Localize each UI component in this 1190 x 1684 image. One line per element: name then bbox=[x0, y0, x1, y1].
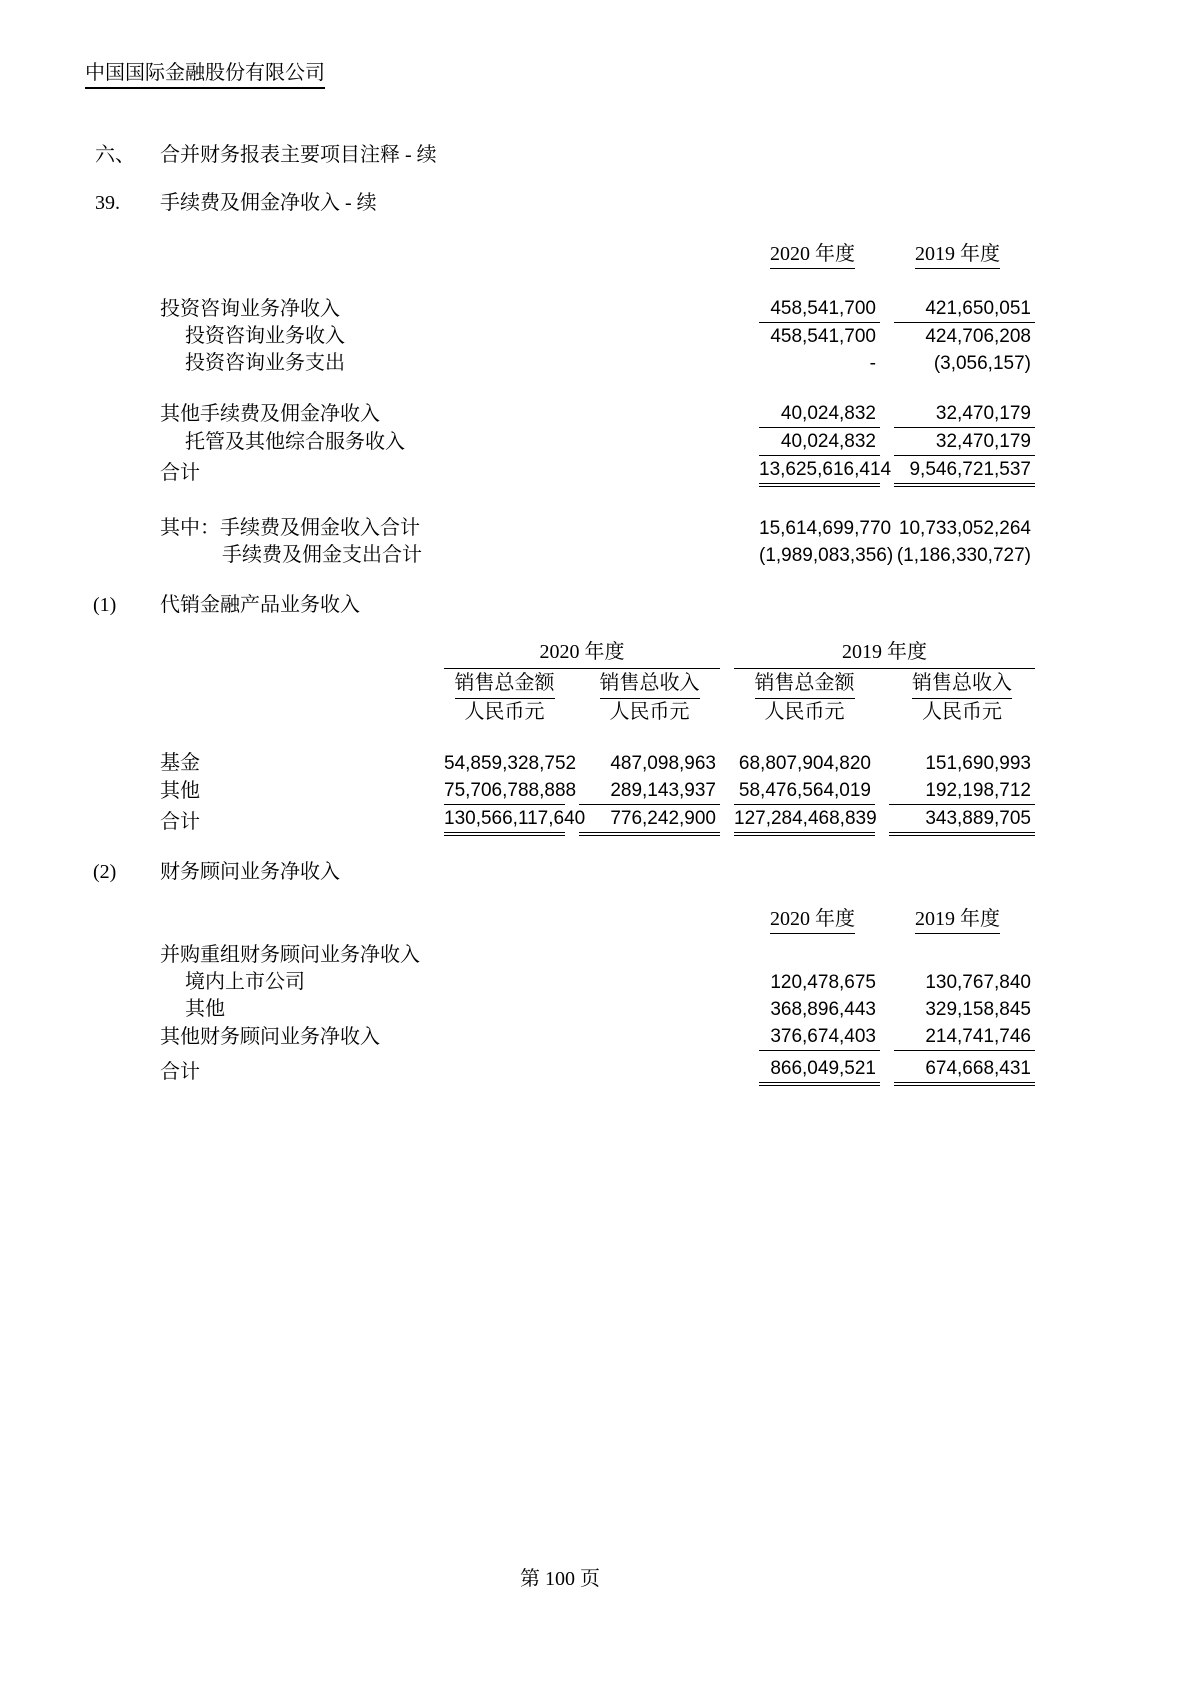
value-2020: - bbox=[869, 353, 876, 374]
row-label: 托管及其他综合服务收入 bbox=[185, 431, 405, 453]
value-2020: 40,024,832 bbox=[745, 400, 880, 428]
row-label: 其他 bbox=[160, 780, 200, 802]
value-cell: 75,706,788,888 bbox=[430, 777, 565, 805]
unit-label: 人民币元 bbox=[764, 701, 845, 723]
row-label: 并购重组财务顾问业务净收入 bbox=[160, 944, 420, 966]
value-2020: 458,541,700 bbox=[745, 295, 880, 323]
column-header-2020: 2020 年度 bbox=[745, 906, 880, 934]
total-row bbox=[160, 456, 1035, 487]
currency-unit-row bbox=[160, 699, 1035, 726]
value-2019: 674,668,431 bbox=[880, 1055, 1035, 1086]
row-label: 基金 bbox=[160, 752, 200, 774]
value-2019: 32,470,179 bbox=[880, 400, 1035, 428]
table-row bbox=[160, 295, 1035, 323]
value-cell: 58,476,564,019 bbox=[720, 777, 875, 805]
unit-label: 人民币元 bbox=[922, 701, 1002, 723]
col-header-sales-income-2019: 销售总收入 bbox=[875, 669, 1035, 699]
value-cell: 127,284,468,839 bbox=[720, 805, 875, 836]
total-row bbox=[160, 1055, 1035, 1086]
subsection-2-number: (2) bbox=[93, 861, 117, 883]
table-row bbox=[160, 942, 1035, 969]
group-header-2020: 2020 年度 bbox=[430, 639, 720, 669]
value-2019: 130,767,840 bbox=[925, 972, 1031, 993]
distribution-products-table bbox=[160, 639, 1035, 836]
value-2020: 458,541,700 bbox=[770, 326, 876, 347]
value-2019 bbox=[880, 942, 1035, 969]
note-heading bbox=[85, 189, 1035, 217]
value-2020: 376,674,403 bbox=[745, 1023, 880, 1051]
table-row bbox=[160, 515, 1035, 542]
row-label: 合计 bbox=[160, 462, 200, 484]
value-cell: 487,098,963 bbox=[610, 753, 716, 774]
value-2019: 9,546,721,537 bbox=[880, 456, 1035, 487]
section-number: 六、 bbox=[95, 144, 135, 166]
table-row bbox=[160, 350, 1035, 377]
year-group-header-row bbox=[160, 639, 1035, 669]
value-2019: 424,706,208 bbox=[925, 326, 1031, 347]
table-row bbox=[160, 400, 1035, 428]
table-row bbox=[160, 969, 1035, 996]
value-cell: 343,889,705 bbox=[875, 805, 1035, 836]
row-label: 手续费及佣金支出合计 bbox=[222, 544, 422, 566]
note-title: 手续费及佣金净收入 - 续 bbox=[160, 192, 377, 214]
row-label: 其他财务顾问业务净收入 bbox=[160, 1026, 380, 1048]
company-name: 中国国际金融股份有限公司 bbox=[85, 60, 325, 89]
row-label: 其他 bbox=[185, 998, 225, 1020]
value-2020: 120,478,675 bbox=[770, 972, 876, 993]
value-2020: 40,024,832 bbox=[745, 428, 880, 456]
value-2020: 15,614,699,770 bbox=[759, 518, 892, 539]
value-cell: 130,566,117,640 bbox=[430, 805, 565, 836]
group-header-2019: 2019 年度 bbox=[720, 639, 1035, 669]
total-row bbox=[160, 805, 1035, 836]
fee-commission-table bbox=[160, 241, 1035, 569]
value-2020 bbox=[745, 942, 880, 969]
value-2020: 368,896,443 bbox=[770, 999, 876, 1020]
row-label: 投资咨询业务净收入 bbox=[160, 298, 340, 320]
table-row bbox=[160, 323, 1035, 350]
subsection-1-title: 代销金融产品业务收入 bbox=[160, 594, 360, 616]
subsection-2-title: 财务顾问业务净收入 bbox=[160, 861, 340, 883]
column-header-2019: 2019 年度 bbox=[880, 906, 1035, 934]
value-2020: 866,049,521 bbox=[745, 1055, 880, 1086]
subsection-1-number: (1) bbox=[93, 594, 117, 616]
value-cell: 192,198,712 bbox=[875, 777, 1035, 805]
table-header-row bbox=[160, 906, 1035, 934]
subsection-1-heading bbox=[85, 591, 1035, 619]
col-header-sales-amount-2019: 销售总金额 bbox=[720, 669, 875, 699]
table-row bbox=[160, 428, 1035, 456]
value-2019: (1,186,330,727) bbox=[896, 545, 1031, 566]
unit-label: 人民币元 bbox=[464, 701, 545, 723]
table-row bbox=[160, 542, 1035, 569]
value-2019: 329,158,845 bbox=[925, 999, 1031, 1020]
row-label: 合计 bbox=[160, 1061, 200, 1083]
table-row bbox=[160, 750, 1035, 777]
unit-label: 人民币元 bbox=[609, 701, 690, 723]
value-cell: 289,143,937 bbox=[565, 777, 720, 805]
row-label: 投资咨询业务收入 bbox=[185, 325, 345, 347]
value-2020: 13,625,616,414 bbox=[745, 456, 880, 487]
value-2019: 32,470,179 bbox=[880, 428, 1035, 456]
row-prefix: 其中： bbox=[160, 517, 220, 539]
table-row bbox=[160, 777, 1035, 805]
value-2019: 421,650,051 bbox=[880, 295, 1035, 323]
row-label: 手续费及佣金收入合计 bbox=[220, 517, 420, 539]
row-label: 其他手续费及佣金净收入 bbox=[160, 403, 380, 425]
table-header-row bbox=[160, 241, 1035, 269]
row-label: 境内上市公司 bbox=[185, 971, 305, 993]
subsection-2-heading bbox=[85, 858, 1035, 886]
table-row bbox=[160, 996, 1035, 1023]
value-2020: (1,989,083,356) bbox=[759, 545, 894, 566]
note-number: 39. bbox=[95, 192, 120, 214]
row-label: 投资咨询业务支出 bbox=[185, 352, 345, 374]
value-cell: 68,807,904,820 bbox=[738, 753, 871, 774]
value-cell: 776,242,900 bbox=[565, 805, 720, 836]
section-title: 合并财务报表主要项目注释 - 续 bbox=[160, 144, 437, 166]
col-header-sales-amount-2020: 销售总金额 bbox=[430, 669, 565, 699]
value-2019: 214,741,746 bbox=[880, 1023, 1035, 1051]
advisory-income-table bbox=[160, 906, 1035, 1086]
value-cell: 54,859,328,752 bbox=[444, 753, 577, 774]
section-heading bbox=[85, 141, 1035, 169]
value-cell: 151,690,993 bbox=[925, 753, 1031, 774]
row-label: 合计 bbox=[160, 811, 200, 833]
column-header-2020: 2020 年度 bbox=[745, 241, 880, 269]
column-header-row bbox=[160, 669, 1035, 699]
value-2019: (3,056,157) bbox=[933, 353, 1031, 374]
col-header-sales-income-2020: 销售总收入 bbox=[565, 669, 720, 699]
column-header-2019: 2019 年度 bbox=[880, 241, 1035, 269]
value-2019: 10,733,052,264 bbox=[898, 518, 1031, 539]
page-number: 第 100 页 bbox=[520, 1568, 600, 1590]
table-row bbox=[160, 1023, 1035, 1051]
